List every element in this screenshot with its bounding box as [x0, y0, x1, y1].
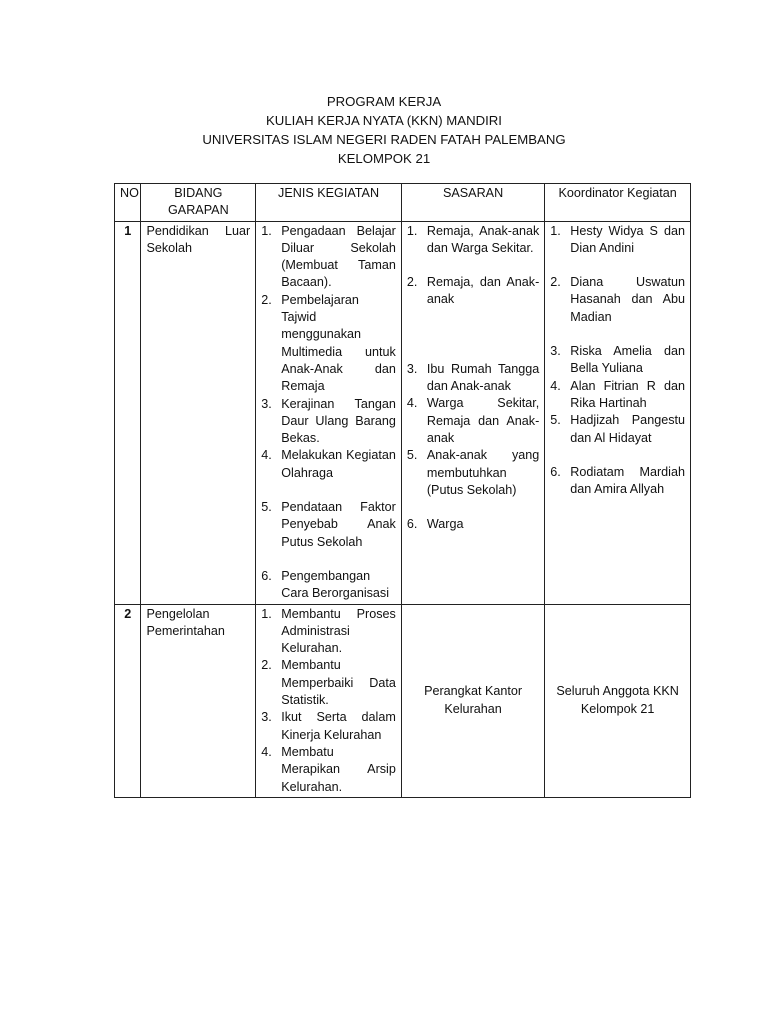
header-sasaran: SASARAN [401, 184, 544, 222]
list-item [550, 464, 685, 499]
list-text: Membatu Merapikan Arsip Kelurahan. [281, 744, 396, 794]
title-line-3: UNIVERSITAS ISLAM NEGERI RADEN FATAH PALEMBANG [202, 132, 566, 147]
header-koordinator: Koordinator Kegiatan [545, 184, 691, 222]
list-text: Alan Fitrian R dan Rika Hartinah [570, 378, 685, 410]
list-number: 3. [550, 344, 561, 359]
header-bidang: BIDANG GARAPAN [141, 184, 256, 222]
list-item [550, 378, 685, 413]
list-item [261, 447, 396, 482]
list-text: Pembelajaran Tajwid menggunakan Multimedia untuk Anak-Anak dan Remaja [281, 292, 396, 394]
list-item [261, 396, 396, 448]
list-item [407, 447, 539, 499]
title-line-4: KELOMPOK 21 [337, 151, 431, 166]
list-text: Ikut Serta dalam Kinerja Kelurahan [281, 710, 396, 742]
row1-koordinator-list [550, 223, 685, 499]
list-text: Hesty Widya S dan Dian Andini [570, 223, 685, 255]
list-item [261, 223, 396, 292]
list-item [550, 343, 685, 378]
list-item [550, 274, 685, 326]
row2-jenis-list [261, 606, 396, 796]
list-text: Pendataan Faktor Penyebab Anak Putus Sekolah [281, 500, 396, 549]
list-number: 2. [550, 275, 561, 290]
row1-sasaran-cell [401, 221, 544, 604]
list-text: Pengadaan Belajar Diluar Sekolah (Membuat Taman Bacaan). [281, 223, 396, 290]
list-number: 3. [406, 361, 418, 376]
list-number: 2. [261, 658, 272, 673]
table-header-row [115, 184, 691, 222]
list-number: 2. [261, 292, 272, 307]
list-item [261, 606, 396, 658]
row2-koordinator-text: Seluruh Anggota KKN Kelompok 21 [556, 684, 679, 716]
list-item [407, 516, 539, 533]
list-text: Kerajinan Tangan Daur Ulang Barang Bekas. [281, 396, 396, 446]
list-text: Remaja, Anak-anak dan Warga Sekitar. [426, 223, 540, 255]
row1-no: 1 [115, 221, 141, 604]
list-text: Diana Uswatun Hasanah dan Abu Madian [570, 275, 685, 324]
row1-sasaran-list [407, 223, 539, 534]
list-text: Hadjizah Pangestu dan Al Hidayat [570, 413, 685, 445]
row2-sasaran [401, 604, 544, 797]
list-text: Ibu Rumah Tangga dan Anak-anak [426, 361, 540, 394]
program-table [114, 183, 691, 798]
list-number: 3. [261, 710, 272, 725]
list-text: Rodiatam Mardiah dan Amira Allyah [570, 464, 685, 497]
list-number: 6. [261, 568, 272, 583]
list-text: Pengembangan Cara Berorganisasi [281, 568, 390, 601]
header-jenis: JENIS KEGIATAN [256, 184, 402, 222]
row2-no: 2 [115, 604, 141, 797]
list-item [261, 709, 396, 744]
list-item [261, 568, 396, 603]
list-number: 3. [261, 396, 272, 411]
document-header [0, 92, 768, 168]
list-number: 6. [550, 464, 561, 479]
title-line-1: PROGRAM KERJA [326, 94, 442, 109]
list-number: 5. [550, 413, 561, 428]
list-item [261, 292, 396, 396]
list-item [550, 223, 685, 258]
list-number: 5. [406, 448, 418, 463]
list-text: Warga Sekitar, Remaja dan Anak-anak [426, 396, 540, 445]
list-number: 4. [261, 744, 272, 759]
header-no: NO [115, 184, 141, 222]
list-number: 5. [261, 500, 272, 515]
list-text: Membantu Proses Administrasi Kelurahan. [281, 606, 396, 656]
row2-bidang: Pengelolan Pemerintahan [141, 604, 256, 797]
list-number: 4. [261, 448, 272, 463]
list-number: 1. [406, 223, 418, 238]
list-text: Remaja, dan Anak-anak [426, 275, 540, 307]
list-item [550, 412, 685, 447]
list-number: 4. [550, 378, 561, 393]
list-item [261, 744, 396, 796]
list-number: 1. [550, 223, 561, 238]
row1-bidang: Pendidikan Luar Sekolah [141, 221, 256, 604]
table-row [115, 604, 691, 797]
table-row [115, 221, 691, 604]
row1-jenis-cell [256, 221, 402, 604]
list-item [261, 499, 396, 551]
list-item [261, 657, 396, 709]
list-number: 1. [261, 223, 272, 238]
list-text: Riska Amelia dan Bella Yuliana [570, 344, 685, 376]
list-text: Melakukan Kegiatan Olahraga [281, 448, 396, 480]
list-item [407, 395, 539, 447]
list-number: 2. [406, 275, 418, 290]
list-text: Anak-anak yang membutuhkan (Putus Sekolah) [426, 448, 540, 497]
list-number: 6. [406, 517, 418, 532]
row2-jenis-cell [256, 604, 402, 797]
row2-koordinator [545, 604, 691, 797]
title-line-2: KULIAH KERJA NYATA (KKN) MANDIRI [266, 113, 502, 128]
row2-sasaran-text: Perangkat Kantor Kelurahan [424, 684, 523, 716]
row1-jenis-list [261, 223, 396, 603]
list-item [407, 223, 539, 258]
list-number: 4. [406, 396, 418, 411]
list-text: Warga [426, 517, 464, 532]
list-number: 1. [261, 606, 272, 621]
list-text: Membantu Memperbaiki Data Statistik. [281, 658, 396, 708]
list-item [407, 274, 539, 309]
list-item [407, 361, 539, 396]
row1-koordinator-cell [545, 221, 691, 604]
